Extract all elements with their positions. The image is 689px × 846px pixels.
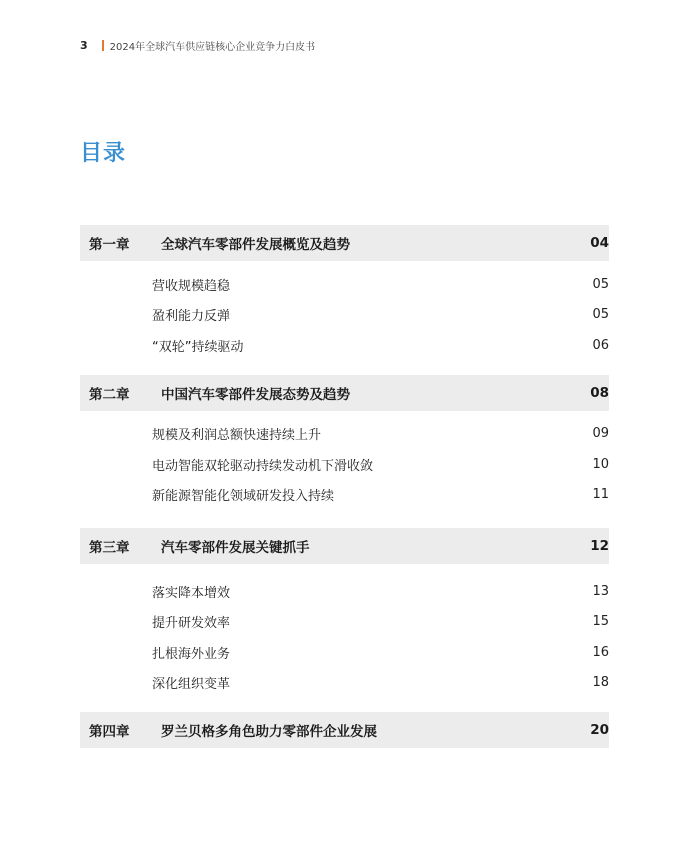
section-title: 落实降本增效 xyxy=(152,585,231,601)
section-page: 10 xyxy=(592,456,609,472)
section-page: 13 xyxy=(592,583,609,599)
section-title: 电动智能双轮驱动持续发动机下滑收敛 xyxy=(152,458,374,474)
section-row[interactable] xyxy=(80,269,609,300)
section-page: 16 xyxy=(592,644,609,660)
page-number: 3 xyxy=(80,39,88,52)
section-page: 05 xyxy=(592,276,609,292)
section-title: 扎根海外业务 xyxy=(152,646,231,662)
chapter-title: 全球汽车零部件发展概览及趋势 xyxy=(161,237,350,253)
section-title: 提升研发效率 xyxy=(152,616,231,632)
chapter-row-4[interactable] xyxy=(80,712,609,748)
section-page: 05 xyxy=(592,307,609,323)
chapter-number: 第一章 xyxy=(89,237,130,253)
section-title: 规模及利润总额快速持续上升 xyxy=(152,428,322,444)
section-page: 11 xyxy=(592,487,609,503)
section-row[interactable] xyxy=(80,480,609,511)
section-page: 18 xyxy=(592,675,609,691)
section-row[interactable] xyxy=(80,576,609,607)
chapter-row-2[interactable] xyxy=(80,375,609,411)
section-list-2 xyxy=(80,411,609,529)
section-page: 09 xyxy=(592,426,609,442)
running-header xyxy=(80,38,315,53)
toc-title: 目录 xyxy=(80,141,127,166)
chapter-row-1[interactable] xyxy=(80,225,609,261)
chapter-title: 汽车零部件发展关键抓手 xyxy=(161,540,310,556)
chapter-page: 08 xyxy=(590,384,609,401)
section-title: 深化组织变革 xyxy=(152,677,231,693)
section-row[interactable] xyxy=(80,419,609,450)
section-title: 营收规模趋稳 xyxy=(152,278,231,294)
table-of-contents xyxy=(80,225,609,748)
chapter-title: 罗兰贝格多角色助力零部件企业发展 xyxy=(161,724,377,740)
section-title: 新能源智能化领域研发投入持续 xyxy=(152,489,335,505)
section-page: 06 xyxy=(592,337,609,353)
section-title: 盈利能力反弹 xyxy=(152,309,231,325)
chapter-number: 第二章 xyxy=(89,386,130,403)
chapter-page: 12 xyxy=(590,538,609,554)
document-title: 2024年全球汽车供应链核心企业竞争力白皮书 xyxy=(109,42,316,53)
header-accent-bar xyxy=(102,40,104,51)
section-row[interactable] xyxy=(80,637,609,668)
chapter-page: 20 xyxy=(590,722,609,738)
section-row[interactable] xyxy=(80,449,609,480)
chapter-page: 04 xyxy=(590,235,609,251)
section-row[interactable] xyxy=(80,607,609,638)
section-row[interactable] xyxy=(80,668,609,699)
chapter-row-3[interactable] xyxy=(80,528,609,564)
section-title: “双轮”持续驱动 xyxy=(152,339,244,355)
section-page: 15 xyxy=(592,614,609,630)
section-list-3 xyxy=(80,564,609,712)
section-row[interactable] xyxy=(80,330,609,361)
chapter-number: 第四章 xyxy=(89,724,130,740)
section-list-1 xyxy=(80,261,609,375)
chapter-title: 中国汽车零部件发展态势及趋势 xyxy=(161,386,350,403)
section-row[interactable] xyxy=(80,300,609,331)
chapter-number: 第三章 xyxy=(89,540,130,556)
